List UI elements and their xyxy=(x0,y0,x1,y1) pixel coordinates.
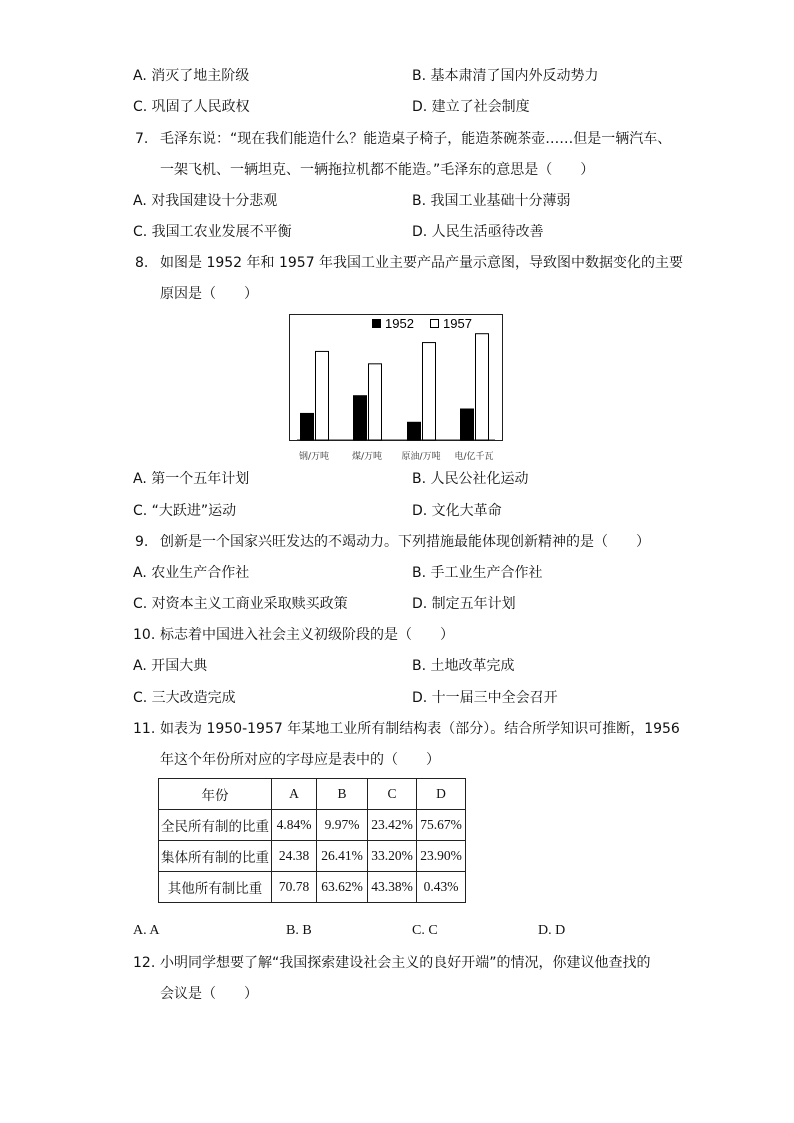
table-row xyxy=(159,872,466,903)
q6-option-c: C. 巩固了人民政权 xyxy=(133,99,250,115)
q9-stem: 创新是一个国家兴旺发达的不竭动力。下列措施最能体现创新精神的是（ ） xyxy=(160,534,650,550)
q8-option-c: C. “大跃进”运动 xyxy=(133,503,237,519)
q11-number: 11. xyxy=(133,721,156,737)
q8-stem-line2: 原因是（ ） xyxy=(160,286,258,302)
q11-option-a: A. A xyxy=(133,923,160,938)
q7-number: 7. xyxy=(135,131,149,147)
table-header-cell: D xyxy=(417,779,466,810)
table-header-cell: B xyxy=(317,779,368,810)
q6-option-d: D. 建立了社会制度 xyxy=(412,99,530,115)
bar-1952-0 xyxy=(301,413,314,440)
table-header-cell: C xyxy=(368,779,417,810)
table-header-cell: A xyxy=(272,779,317,810)
q10-stem: 标志着中国进入社会主义初级阶段的是（ ） xyxy=(160,627,454,643)
table-cell: 33.20% xyxy=(368,841,417,872)
q7-stem-line2: 一架飞机、一辆坦克、一辆拖拉机都不能造。”毛泽东的意思是（ ） xyxy=(160,162,595,178)
q7-option-c: C. 我国工农业发展不平衡 xyxy=(133,224,292,240)
q7-option-a: A. 对我国建设十分悲观 xyxy=(133,193,278,209)
table-cell: 其他所有制比重 xyxy=(159,872,272,903)
production-chart-svg xyxy=(289,314,503,464)
q8-number: 8. xyxy=(135,255,149,271)
q10-option-d: D. 十一届三中全会召开 xyxy=(412,690,558,706)
table-cell: 集体所有制的比重 xyxy=(159,841,272,872)
q7-stem-line1: 毛泽东说：“现在我们能造什么？能造桌子椅子，能造茶碗茶壶……但是一辆汽车、 xyxy=(160,131,672,147)
q11-option-d: D. D xyxy=(538,923,566,938)
q9-option-d: D. 制定五年计划 xyxy=(412,596,516,612)
bar-1957-3 xyxy=(476,334,489,440)
q8-option-d: D. 文化大革命 xyxy=(412,503,502,519)
table-cell: 24.38 xyxy=(272,841,317,872)
legend-swatch-1952 xyxy=(372,319,381,328)
table-row xyxy=(159,841,466,872)
category-label: 钢/万吨 xyxy=(298,452,330,462)
q9-number: 9. xyxy=(135,534,149,550)
table-cell: 4.84% xyxy=(272,810,317,841)
table-cell: 9.97% xyxy=(317,810,368,841)
q7-option-b: B. 我国工业基础十分薄弱 xyxy=(412,193,571,209)
q10-number: 10. xyxy=(133,627,156,643)
table-cell: 23.42% xyxy=(368,810,417,841)
q11-option-c: C. C xyxy=(412,923,438,938)
table-cell: 23.90% xyxy=(417,841,466,872)
q6-option-b: B. 基本肃清了国内外反动势力 xyxy=(412,68,599,84)
bar-1952-1 xyxy=(354,396,367,440)
q11-stem-line2: 年这个年份所对应的字母应是表中的（ ） xyxy=(160,752,440,768)
ownership-table xyxy=(158,778,466,903)
q10-option-c: C. 三大改造完成 xyxy=(133,690,236,706)
table-cell: 26.41% xyxy=(317,841,368,872)
table-cell: 75.67% xyxy=(417,810,466,841)
q11-stem-line1: 如表为 1950-1957 年某地工业所有制结构表（部分）。结合所学知识可推断，1956 xyxy=(160,721,680,737)
legend-label-1957: 1957 xyxy=(443,316,472,331)
category-label: 煤/万吨 xyxy=(351,452,383,462)
legend-label-1952: 1952 xyxy=(385,316,414,331)
q8-option-b: B. 人民公社化运动 xyxy=(412,471,529,487)
table-cell: 43.38% xyxy=(368,872,417,903)
q9-option-b: B. 手工业生产合作社 xyxy=(412,565,543,581)
category-label: 电/亿千瓦 xyxy=(454,452,494,462)
category-label: 原油/万吨 xyxy=(401,452,441,462)
q9-option-c: C. 对资本主义工商业采取赎买政策 xyxy=(133,596,348,612)
table-cell: 0.43% xyxy=(417,872,466,903)
legend-swatch-1957 xyxy=(431,320,439,328)
q11-option-b: B. B xyxy=(286,923,312,938)
table-row xyxy=(159,810,466,841)
table-cell: 70.78 xyxy=(272,872,317,903)
q10-option-a: A. 开国大典 xyxy=(133,658,208,674)
table-header-cell: 年份 xyxy=(159,779,272,810)
table-cell: 63.62% xyxy=(317,872,368,903)
production-chart xyxy=(289,314,503,464)
q9-option-a: A. 农业生产合作社 xyxy=(133,565,250,581)
bar-1952-3 xyxy=(461,409,474,440)
q8-option-a: A. 第一个五年计划 xyxy=(133,471,250,487)
bar-1957-2 xyxy=(423,343,436,440)
bar-1957-0 xyxy=(316,351,329,440)
table-header-row xyxy=(159,779,466,810)
q12-stem-line1: 小明同学想要了解“我国探索建设社会主义的良好开端”的情况，你建议他查找的 xyxy=(160,955,651,971)
q8-stem-line1: 如图是 1952 年和 1957 年我国工业主要产品产量示意图，导致图中数据变化的主要 xyxy=(160,255,684,271)
q10-option-b: B. 土地改革完成 xyxy=(412,658,515,674)
bar-1957-1 xyxy=(369,364,382,440)
q12-stem-line2: 会议是（ ） xyxy=(160,986,258,1002)
q6-option-a: A. 消灭了地主阶级 xyxy=(133,68,250,84)
q7-option-d: D. 人民生活亟待改善 xyxy=(412,224,544,240)
bar-1952-2 xyxy=(408,422,421,440)
table-cell: 全民所有制的比重 xyxy=(159,810,272,841)
q12-number: 12. xyxy=(133,955,156,971)
